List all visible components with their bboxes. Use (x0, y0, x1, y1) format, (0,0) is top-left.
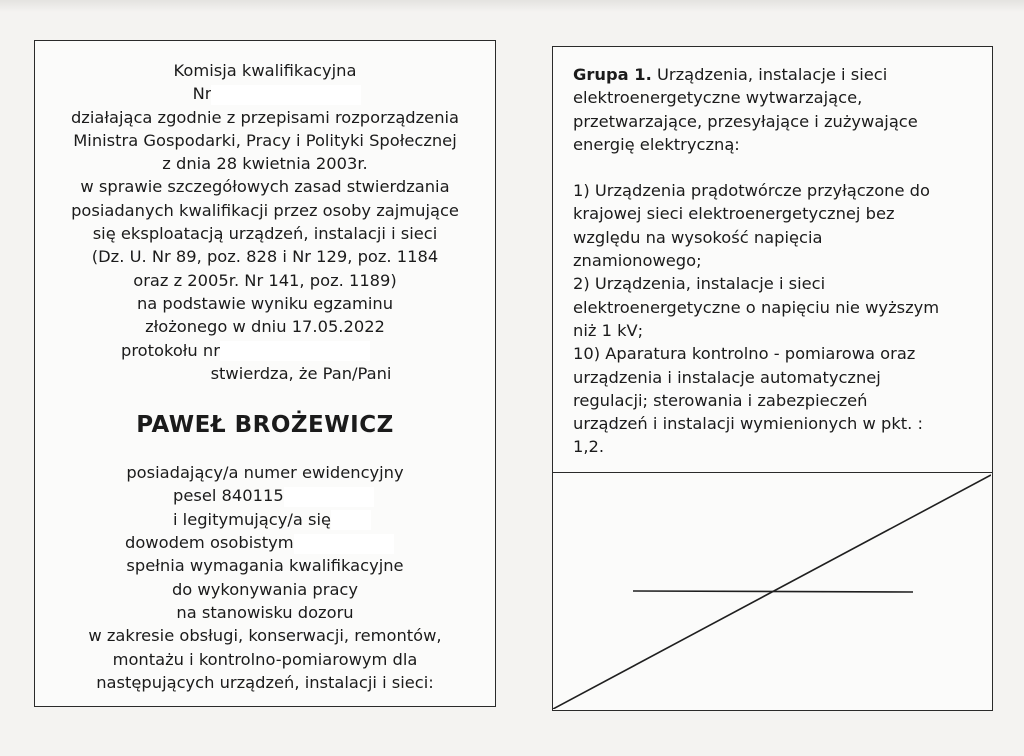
text-line: posiadający/a numer ewidencyjny (126, 463, 404, 483)
redacted-id (331, 510, 371, 530)
pesel-value: pesel 840115 (173, 486, 284, 506)
text-line: przetwarzające, przesyłające i zużywające (573, 111, 918, 131)
scan-top-edge (0, 0, 1024, 12)
scope-item-line: 1) Urządzenia prądotwórcze przyłączone do (573, 181, 930, 201)
text-line-pesel (35, 484, 495, 507)
group-label: Grupa 1. (573, 65, 652, 84)
certificate-right-page (552, 46, 993, 711)
scope-item-line: urządzenia i instalacje automatycznej (573, 367, 881, 387)
scope-item-line: elektroenergetyczne o napięciu nie wyższym (573, 297, 940, 317)
redacted-id-number (294, 534, 394, 554)
horizontal-line (633, 591, 913, 592)
redacted-protocol-number (220, 341, 370, 361)
scope-item-line: 2) Urządzenia, instalacje i sieci (573, 274, 826, 294)
text-line: (Dz. U. Nr 89, poz. 828 i Nr 129, poz. 1184 (91, 247, 439, 267)
certificate-left-page (34, 40, 496, 707)
scope-item-line: 1,2. (573, 437, 605, 457)
protocol-label: protokołu nr (121, 340, 220, 360)
text-line: do wykonywania pracy (171, 579, 359, 599)
redacted-nr (211, 85, 361, 105)
text-line: stwierdza, że Pan/Pani (210, 363, 392, 383)
crossed-out-area (553, 472, 992, 711)
scope-item-line: względu na wysokość napięcia (573, 227, 823, 247)
text-line: elektroenergetyczne wytwarzające, (573, 88, 863, 108)
text-line: energię elektryczną: (573, 134, 740, 154)
text-line: na podstawie wyniku egzaminu (136, 293, 394, 313)
scope-item-line: 10) Aparatura kontrolno - pomiarowa oraz (573, 344, 916, 364)
text-line-id (35, 508, 495, 531)
id-label: i legitymujący/a się (172, 509, 332, 529)
text-line: się eksploatacją urządzeń, instalacji i sieci (92, 224, 438, 244)
holder-name: PAWEŁ BROŻEWICZ (136, 412, 394, 439)
text-line-id-doc (35, 531, 495, 554)
text-line: montażu i kontrolno-pomiarowym dla (112, 649, 418, 669)
text-line: na stanowisku dozoru (176, 602, 354, 622)
scope-item-line: niż 1 kV; (573, 320, 644, 340)
text-line-protocol (35, 339, 495, 362)
text-line: oraz z 2005r. Nr 141, poz. 1189) (133, 270, 397, 290)
text-line: złożonego w dniu 17.05.2022 (145, 317, 385, 337)
group-title: Urządzenia, instalacje i sieci (657, 65, 888, 84)
text-line: spełnia wymagania kwalifikacyjne (126, 556, 404, 576)
scope-item-line: regulacji; sterowania i zabezpieczeń (573, 390, 868, 410)
text-line: Komisja kwalifikacyjna (173, 61, 357, 80)
text-line: następujących urządzeń, instalacji i sieci: (96, 672, 434, 692)
text-line-nr (35, 82, 495, 105)
nr-label: Nr (192, 84, 212, 104)
scope-item-line: urządzeń i instalacji wymienionych w pkt. : (573, 414, 924, 434)
scope-item-line: znamionowego; (573, 251, 702, 271)
text-line: w zakresie obsługi, konserwacji, remontów, (88, 626, 442, 646)
certificate-statement (35, 59, 495, 694)
text-line: z dnia 28 kwietnia 2003r. (162, 154, 368, 174)
scope-item-line: krajowej sieci elektroenergetycznej bez (573, 204, 895, 224)
qualification-scope (573, 63, 985, 459)
text-line: Ministra Gospodarki, Pracy i Polityki Społecznej (73, 130, 457, 150)
group-heading (573, 63, 985, 86)
text-line: w sprawie szczegółowych zasad stwierdzania (80, 177, 450, 197)
text-line: posiadanych kwalifikacji przez osoby zajmujące (71, 200, 459, 220)
strike-through-lines (553, 473, 991, 709)
text-line: działająca zgodnie z przepisami rozporządzenia (70, 107, 460, 127)
redacted-pesel (284, 487, 374, 507)
id-doc-label: dowodem osobistym (125, 533, 294, 553)
